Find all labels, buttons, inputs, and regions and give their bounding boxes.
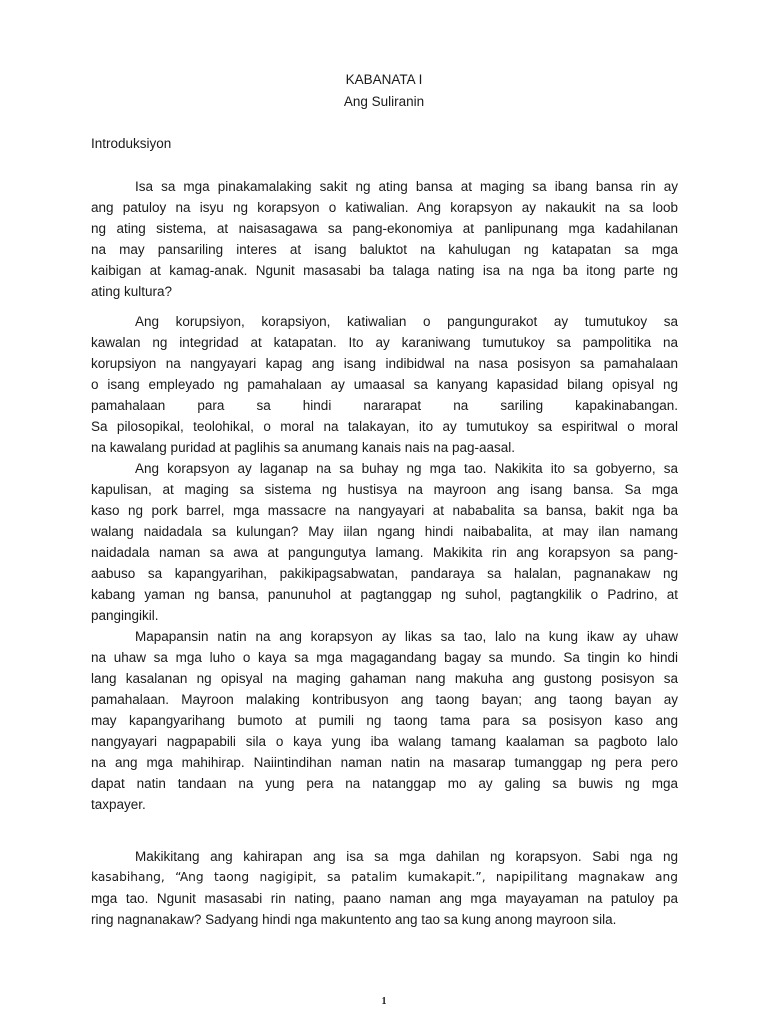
paragraph-line: lang kasalanan ng opisyal na maging gahaman nang makuha ang gustong posisyon sa: [91, 671, 678, 686]
paragraph-line: na may pansariling interes at isang baluktot na kahulugan ng katapatan sa mga: [91, 242, 678, 257]
paragraph-line: ating kultura?: [91, 284, 173, 299]
paragraph-5: [91, 846, 678, 930]
chapter-subtitle: Ang Suliranin: [343, 94, 425, 109]
paragraph-line: ring nagnanakaw? Sadyang hindi nga makuntento ang tao sa kung anong mayroon sila.: [91, 912, 617, 927]
paragraph-line: mga tao. Ngunit masasabi rin nating, paano naman ang mga mayayaman na patuloy pa: [91, 891, 678, 906]
paragraph-line: na kawalang puridad at paglihis sa anumang kanais nais na pag-aasal.: [91, 440, 516, 455]
paragraph-line: kawalan ng integridad at katapatan. Ito ay karaniwang tumutukoy sa pampolitika na: [91, 335, 678, 350]
paragraph-line: ang patuloy na isyu ng korapsyon o katiwalian. Ang korapsyon ay nakaukit na sa loob: [91, 200, 678, 215]
paragraph-4: [91, 626, 678, 815]
paragraph-line: korupsiyon na nangyayari kapag ang isang indibidwal na nasa posisyon sa pamahalaan: [91, 356, 678, 371]
paragraph-line: nangyayari nagpapabili sila o kaya yung iba walang tamang kaalaman sa pagboto lalo: [91, 734, 678, 749]
paragraph-line: pamahalaan para sa hindi nararapat na sariling kapakinabangan.: [91, 398, 678, 413]
chapter-heading: KABANATA I: [345, 72, 423, 87]
paragraph-line: Isa sa mga pinakamalaking sakit ng ating bansa at maging sa ibang bansa rin ay: [135, 179, 678, 194]
paragraph-2: [91, 311, 678, 458]
paragraph-line: may kapangyarihang bumoto at pumili ng taong tama para sa posisyon kaso ang: [91, 713, 678, 728]
paragraph-line: Sa pilosopikal, teolohikal, o moral na talakayan, ito ay tumutukoy sa espiritwal o moral: [91, 419, 678, 434]
paragraph-line: ng ating sistema, at naisasagawa sa pang-ekonomiya at panlipunang mga kadahilanan: [91, 221, 678, 236]
paragraph-line: kabang yaman ng bansa, panunuhol at pagtanggap ng suhol, pagtangkilik o Padrino, at: [91, 587, 678, 602]
paragraph-line: pamahalaan. Mayroon malaking kontribusyon ang taong bayan; ang taong bayan ay: [91, 692, 678, 707]
paragraph-line: aabuso sa kapangyarihan, pakikipagsabwatan, pandaraya sa halalan, pagnanakaw ng: [91, 566, 678, 581]
paragraph-line: o isang empleyado ng pamahalaan ay umaasal sa kanyang kapasidad bilang opisyal ng: [91, 377, 678, 392]
paragraph-line: kapulisan, at maging sa sistema ng hustisya na mayroon ang isang bansa. Sa mga: [91, 482, 678, 497]
paragraph-line: Ang korupsiyon, korapsiyon, katiwalian o pangungurakot ay tumutukoy sa: [135, 314, 678, 329]
paragraph-line: Mapapansin natin na ang korapsyon ay likas sa tao, lalo na kung ikaw ay uhaw: [135, 629, 678, 644]
paragraph-line: na ang mga mahihirap. Naiintindihan naman natin na masarap tumanggap ng pera pero: [91, 755, 678, 770]
paragraph-line: Makikitang ang kahirapan ang isa sa mga dahilan ng korapsyon. Sabi nga ng: [135, 849, 678, 864]
paragraph-1: [91, 176, 678, 302]
paragraph-line: taxpayer.: [91, 797, 146, 812]
paragraph-line: kaibigan at kamag-anak. Ngunit masasabi ba talaga nating isa na nga ba itong parte ng: [91, 263, 678, 278]
page-number: 1: [381, 996, 387, 1007]
paragraph-line: kasabihang, “Ang taong nagigipit, sa patalim kumakapit.”, napipilitang magnakaw ang: [91, 870, 678, 884]
paragraph-line: Ang korapsyon ay laganap na sa buhay ng mga tao. Nakikita ito sa gobyerno, sa: [135, 461, 678, 476]
paragraph-line: naidadala naman sa awa at pangungutya lamang. Makikita rin ang korapsyon sa pang-: [91, 545, 678, 560]
paragraph-line: na uhaw sa mga luho o kaya sa mga magagandang bagay sa mundo. Sa tingin ko hindi: [91, 650, 678, 665]
paragraph-line: pangingikil.: [91, 608, 159, 623]
paragraph-line: dapat natin tandaan na yung pera na natanggap mo ay galing sa buwis ng mga: [91, 776, 678, 791]
section-title: Introduksiyon: [91, 136, 172, 151]
paragraph-line: kaso ng pork barrel, mga massacre na nangyayari at nababalita sa bansa, bakit nga ba: [91, 503, 678, 518]
paragraph-3: [91, 458, 678, 626]
paragraph-line: walang naidadala sa kulungan? May iilan ngang hindi naibabalita, at may ilan namang: [91, 524, 678, 539]
